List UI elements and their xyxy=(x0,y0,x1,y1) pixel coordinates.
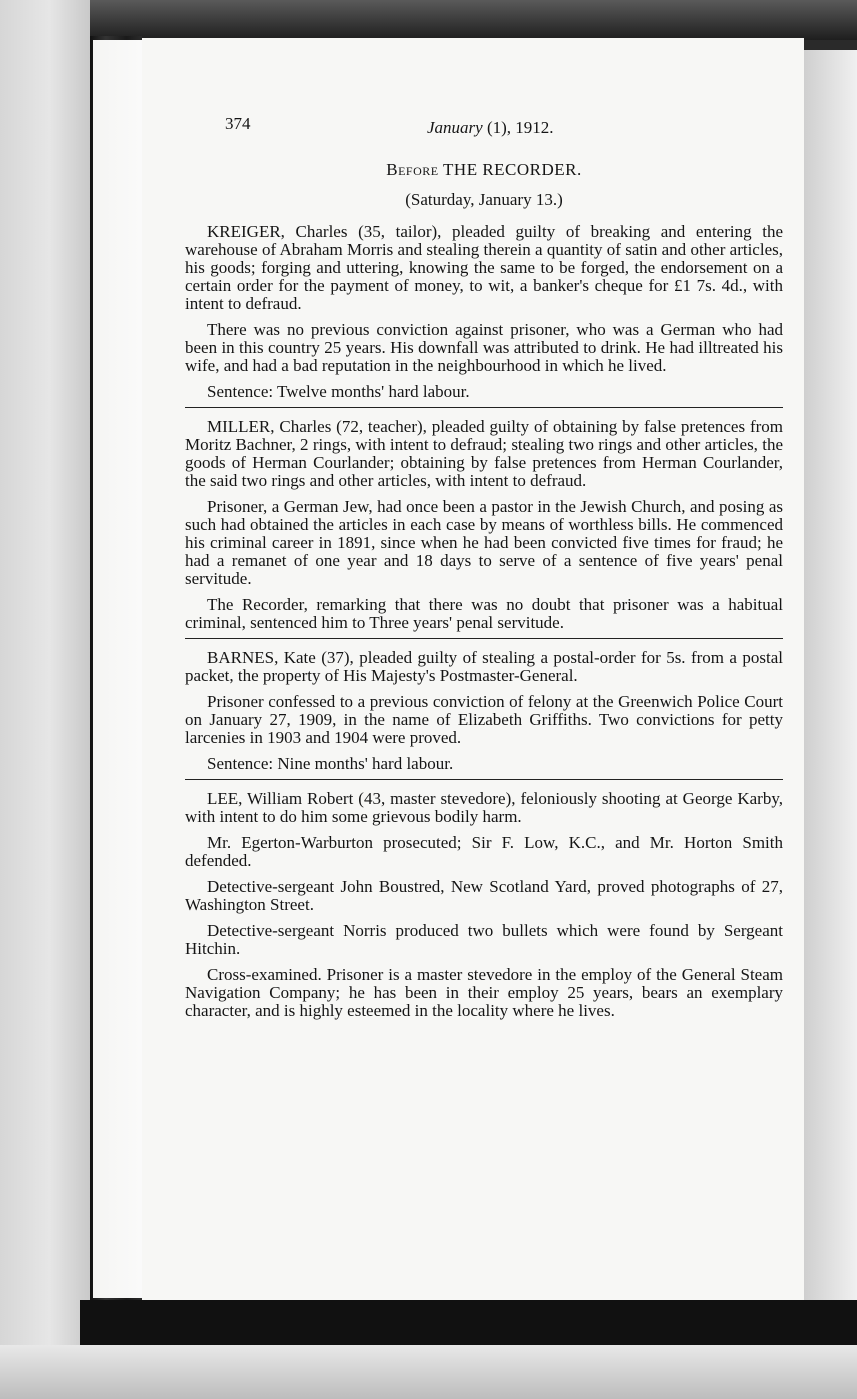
case-paragraph: Mr. Egerton-Warburton prosecuted; Sir F. Low, K.C., and Mr. Horton Smith defended. xyxy=(185,833,783,870)
scan-right-margin xyxy=(804,50,857,1310)
case-paragraph: KREIGER, Charles (35, tailor), pleaded guilty of breaking and entering the warehouse of Abraham Morris and stealing therein a quantity of satin and other articles, his goods; forging and uttering, knowing the same to be forged, the endorsement on a certain order for the payment of money, to wit, a banker's cheque for £1 7s. 4d., with intent to defraud. xyxy=(185,222,783,313)
case-paragraph: MILLER, Charles (72, teacher), pleaded guilty of obtaining by false pretences from Moritz Bachner, 2 rings, with intent to defraud; stealing two rings and other articles, the goods of Herman Courlander; obtaining by false pretences from Herman Courlander, the said two rings and other articles, with intent to defraud. xyxy=(185,417,783,490)
running-head-month: January xyxy=(427,118,483,137)
case-paragraph: Prisoner, a German Jew, had once been a pastor in the Jewish Church, and posing as such had obtained the articles in each case by means of worthless bills. He commenced his criminal career in 1891, since when he had been convicted five times for fraud; he had a remanet of one year and 18 days to serve of a sentence of five years' penal servitude. xyxy=(185,497,783,588)
case-paragraph: LEE, William Robert (43, master stevedore), feloniously shooting at George Karby, with intent to do him some grievous bodily harm. xyxy=(185,789,783,826)
case-divider xyxy=(185,779,783,780)
case-barnes xyxy=(185,649,783,773)
case-sentence: Sentence: Nine months' hard labour. xyxy=(207,754,454,773)
page-number: 374 xyxy=(225,114,251,133)
case-paragraph: BARNES, Kate (37), pleaded guilty of stealing a postal-order for 5s. from a postal packet, the property of His Majesty's Postmaster-General. xyxy=(185,648,783,685)
scan-top-border xyxy=(0,0,857,40)
case-paragraph: Prisoner confessed to a previous conviction of felony at the Greenwich Police Court on January 27, 1909, in the name of Elizabeth Griffiths. Two convictions for petty larcenies in 1903 and 1904 were proved. xyxy=(185,692,783,747)
case-kreiger xyxy=(185,223,783,401)
case-paragraph: Detective-sergeant John Boustred, New Scotland Yard, proved photographs of 27, Washington Street. xyxy=(185,877,783,914)
page-inner-edge xyxy=(93,40,142,1298)
page-header xyxy=(185,115,783,145)
court-before: Before xyxy=(386,160,439,179)
scan-bottom-margin xyxy=(0,1345,857,1399)
running-head-year: (1), 1912. xyxy=(486,118,554,137)
court-heading xyxy=(185,161,783,179)
case-lee xyxy=(185,790,783,1020)
sitting-date: (Saturday, January 13.) xyxy=(405,190,563,209)
case-paragraph: The Recorder, remarking that there was no doubt that prisoner was a habitual criminal, sentenced him to Three years' penal servitude. xyxy=(185,595,783,632)
case-divider xyxy=(185,407,783,408)
case-miller xyxy=(185,418,783,632)
running-head xyxy=(427,119,554,137)
case-paragraph: Detective-sergeant Norris produced two bullets which were found by Sergeant Hitchin. xyxy=(185,921,783,958)
case-sentence: Sentence: Twelve months' hard labour. xyxy=(207,382,470,401)
court-name: THE RECORDER. xyxy=(443,160,582,179)
scan-left-margin xyxy=(0,0,90,1399)
case-divider xyxy=(185,638,783,639)
case-paragraph: Cross-examined. Prisoner is a master stevedore in the employ of the General Steam Navigation Company; he has been in their employ 25 years, bears an exemplary character, and is highly esteemed in the locality where he lives. xyxy=(185,965,783,1020)
page-text xyxy=(185,115,783,1020)
case-paragraph: There was no previous conviction against prisoner, who was a German who had been in this country 25 years. His downfall was attributed to drink. He had illtreated his wife, and had a bad reputation in the neighbourhood in which he lived. xyxy=(185,320,783,375)
book-bottom-edge xyxy=(80,1300,857,1345)
